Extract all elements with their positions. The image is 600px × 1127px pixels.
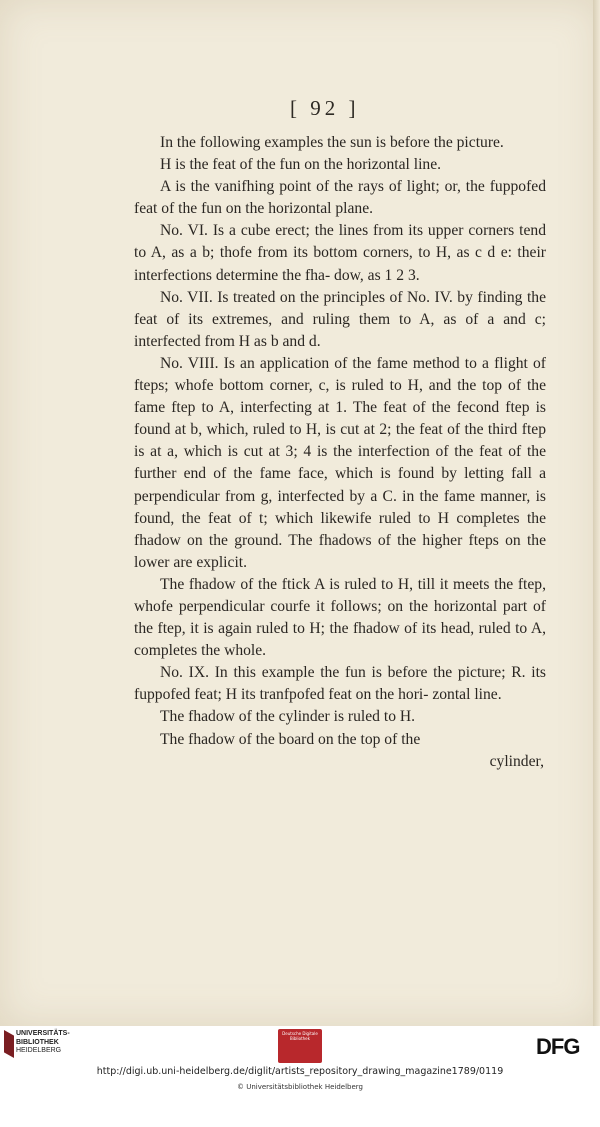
stamp-label: Deutsche Digitale Bibliothek [282, 1031, 318, 1041]
paragraph: No. VII. Is treated on the principles of No. IV. by finding the feat of its extremes, and ruling them to A, as of a and c; interfected from H as b and d. [134, 288, 546, 350]
paragraph: In the following examples the sun is before the picture. [160, 134, 504, 151]
digital-library-stamp-icon[interactable] [278, 1029, 322, 1063]
paragraph: The fhadow of the ftick A is ruled to H, till it meets the ftep, whofe perpendicular courfe it follows; on the horizontal part of the ftep, it is again ruled to H; the fhadow of its head, ruled to A, completes the whole. [134, 575, 546, 660]
page-edge [593, 0, 600, 1026]
paragraph: The fhadow of the board on the top of the [160, 730, 421, 748]
paragraph: No. VIII. Is an application of the fame method to a flight of fteps; whofe bottom corner, c, is ruled to H, and the top of the fame ftep to A, interfecting at 1. The feat of the fecond ftep is found at b, which, ruled to H, is cut at 2; the feat of the third ftep is at a, which is cut at 3; 4 is the interfection of the feat of the further end of the fame face, which is found by letting fall a perpendicular from g, interfected by a C. in the fame manner, is found, the feat of t; which likewife ruled to H completes the fhadow on the ground. The fhadows of the higher fteps on the lower are explicit. [134, 354, 546, 571]
paragraph: A is the vanifhing point of the rays of light; or, the fuppofed feat of the fun on the horizontal plane. [134, 178, 546, 218]
university-library-name: UNIVERSITÄTS- BIBLIOTHEK HEIDELBERG [16, 1030, 70, 1054]
crest-icon [4, 1030, 14, 1058]
catchword: cylinder, [489, 752, 544, 770]
paragraph: No. VI. Is a cube erect; the lines from its upper corners tend to A, as a b; thofe from its bottom corners, to H, as c d e: their interfections determine the fha- dow, as 1 2 3. [134, 222, 546, 284]
paragraph: No. IX. In this example the fun is before the picture; R. its fuppofed feat; H its tranfpofed feat on the hori- zontal line. [134, 664, 546, 704]
body-text [134, 132, 546, 773]
permalink[interactable]: http://digi.ub.uni-heidelberg.de/diglit/artists_repository_drawing_magazine1789/0119 [96, 1066, 504, 1077]
dfg-logo[interactable]: DFG [536, 1034, 580, 1059]
page-number: [ 92 ] [290, 96, 360, 120]
university-library-logo[interactable] [4, 1030, 70, 1064]
paragraph: H is the feat of the fun on the horizontal line. [160, 156, 442, 174]
copyright-notice: © Universitätsbibliothek Heidelberg [236, 1083, 363, 1091]
paragraph: The fhadow of the cylinder is ruled to H. [160, 708, 416, 726]
